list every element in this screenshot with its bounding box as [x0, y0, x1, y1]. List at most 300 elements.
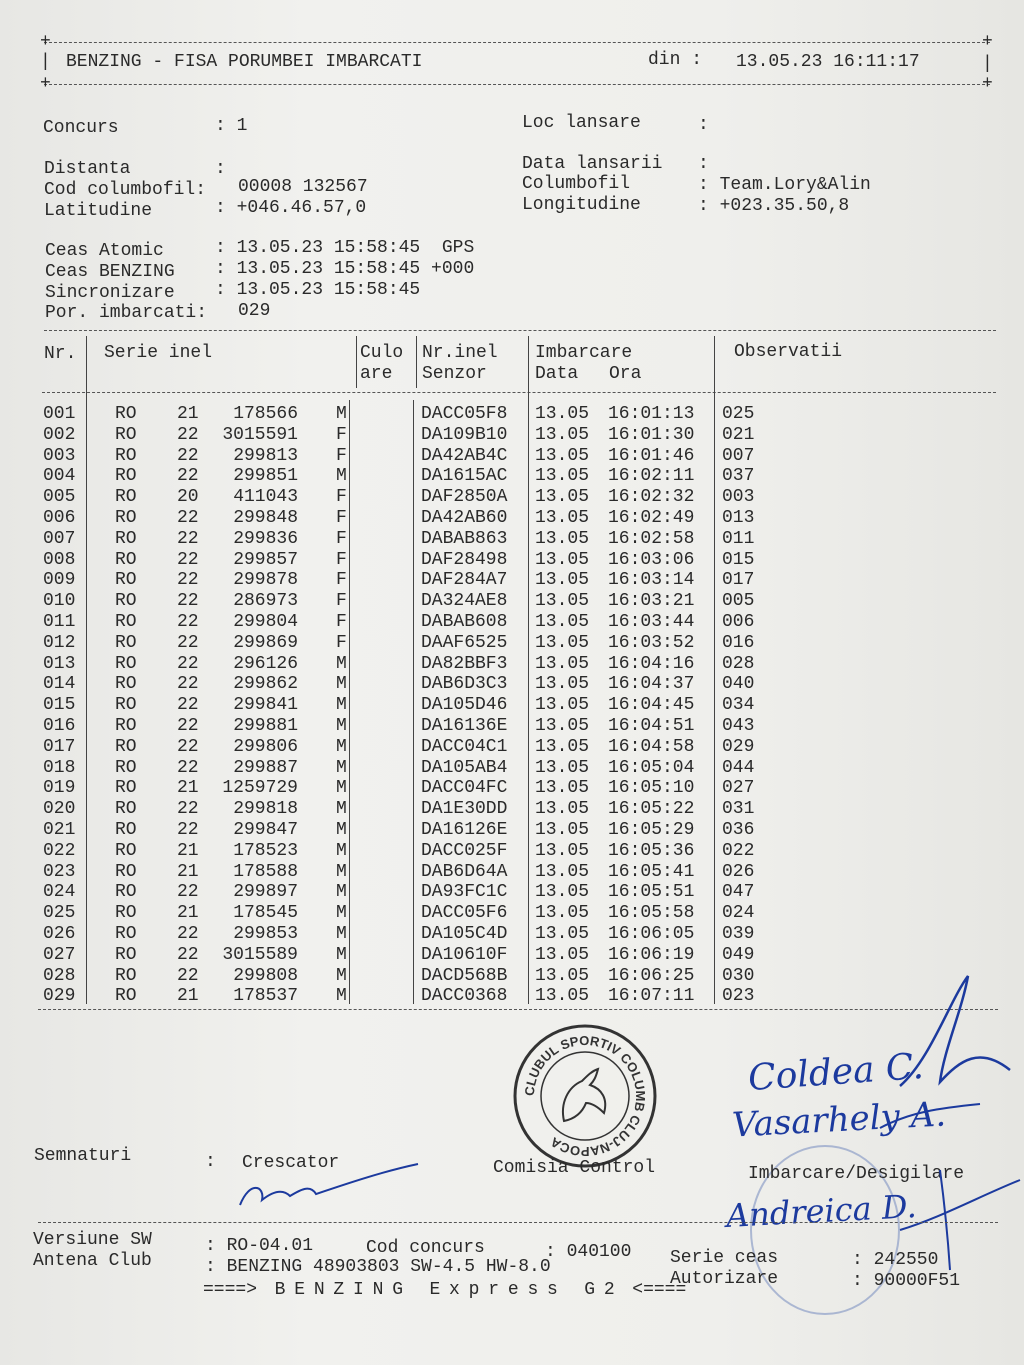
row-year: 21	[177, 778, 199, 799]
row-sex: F	[336, 612, 347, 632]
cod-concurs-value: : 040100	[545, 1242, 632, 1262]
row-chip-id: DAF2850A	[421, 487, 508, 508]
col-header-observatii: Observatii	[734, 342, 843, 362]
row-ring-number: 178545	[233, 903, 298, 924]
row-time: 16:05:58	[608, 903, 695, 924]
row-date: 13.05	[535, 653, 590, 674]
row-observation: 034	[722, 695, 755, 716]
row-year: 22	[177, 736, 199, 757]
row-country: RO	[115, 840, 137, 861]
row-sex: M	[336, 674, 347, 695]
row-observation: 030	[722, 965, 755, 986]
row-time: 16:05:04	[608, 757, 695, 778]
serie-ceas-value: : 242550	[852, 1250, 939, 1270]
ceas-atomic-label: Ceas Atomic	[45, 241, 164, 261]
row-year: 21	[177, 404, 199, 424]
col-header-serie: Serie inel	[104, 343, 213, 363]
row-year: 22	[177, 612, 199, 632]
header-corner-tl: +	[40, 32, 51, 52]
row-date: 13.05	[535, 944, 590, 965]
row-time: 16:02:58	[608, 528, 695, 549]
row-nr: 007	[43, 528, 76, 549]
row-nr: 029	[43, 986, 76, 1007]
row-date: 13.05	[535, 840, 590, 861]
row-date: 13.05	[535, 924, 590, 944]
row-ring-number: 299857	[233, 549, 298, 570]
row-time: 16:03:21	[608, 591, 695, 612]
row-sex: F	[336, 632, 347, 653]
comisia-signature-stroke	[900, 976, 1010, 1086]
row-nr: 019	[43, 778, 76, 799]
row-ring-number: 178523	[233, 840, 298, 861]
row-sex: M	[336, 924, 347, 944]
row-ring-number: 178537	[233, 986, 298, 1007]
row-year: 22	[177, 674, 199, 695]
row-ring-number: 296126	[233, 653, 298, 674]
row-time: 16:07:11	[608, 986, 695, 1007]
row-nr: 012	[43, 632, 76, 653]
row-year: 21	[177, 861, 199, 882]
col-header-ora: Ora	[609, 364, 642, 384]
row-year: 22	[177, 695, 199, 716]
row-ring-number: 299808	[233, 965, 298, 986]
row-country: RO	[115, 799, 137, 820]
columbofil-label: Columbofil	[522, 174, 631, 194]
row-observation: 022	[722, 840, 755, 861]
row-nr: 015	[43, 695, 76, 716]
row-time: 16:05:51	[608, 882, 695, 903]
row-nr: 010	[43, 591, 76, 612]
row-year: 22	[177, 965, 199, 986]
row-date: 13.05	[535, 799, 590, 820]
longitudine-value: : +023.35.50,8	[698, 196, 850, 216]
row-time: 16:05:22	[608, 799, 695, 820]
row-country: RO	[115, 591, 137, 612]
semnaturi-label: Semnaturi	[34, 1146, 132, 1166]
row-sex: F	[336, 424, 347, 445]
row-observation: 049	[722, 944, 755, 965]
row-observation: 039	[722, 924, 755, 944]
row-sex: M	[336, 716, 347, 736]
row-time: 16:03:14	[608, 570, 695, 591]
loc-label: Loc lansare	[522, 113, 641, 133]
row-sex: M	[336, 820, 347, 840]
serie-ceas-label: Serie ceas	[670, 1248, 779, 1268]
row-observation: 031	[722, 799, 755, 820]
row-country: RO	[115, 736, 137, 757]
row-ring-number: 286973	[233, 591, 298, 612]
row-sex: M	[336, 799, 347, 820]
row-time: 16:05:10	[608, 778, 695, 799]
row-sex: M	[336, 903, 347, 924]
row-year: 21	[177, 840, 199, 861]
row-date: 13.05	[535, 445, 590, 466]
loc-value: :	[698, 115, 709, 135]
row-chip-id: DA105C4D	[421, 924, 508, 944]
row-observation: 025	[722, 404, 755, 424]
row-ring-number: 299806	[233, 736, 298, 757]
row-ring-number: 299848	[233, 508, 298, 528]
row-observation: 015	[722, 549, 755, 570]
row-observation: 016	[722, 632, 755, 653]
row-time: 16:04:37	[608, 674, 695, 695]
row-date: 13.05	[535, 820, 590, 840]
ceas-benzing-value: : 13.05.23 15:58:45 +000	[215, 259, 475, 279]
row-country: RO	[115, 487, 137, 508]
row-time: 16:04:51	[608, 716, 695, 736]
row-year: 22	[177, 799, 199, 820]
col-header-nr: Nr.	[44, 344, 77, 364]
concurs-value: : 1	[215, 116, 248, 136]
header-bar-left: |	[40, 52, 51, 72]
row-chip-id: DA16136E	[421, 716, 508, 736]
row-year: 22	[177, 882, 199, 903]
row-country: RO	[115, 965, 137, 986]
row-nr: 005	[43, 487, 76, 508]
row-observation: 026	[722, 861, 755, 882]
row-date: 13.05	[535, 882, 590, 903]
header-title: BENZING - FISA PORUMBEI IMBARCATI	[66, 52, 423, 72]
latitudine-value: : +046.46.57,0	[215, 198, 367, 218]
row-chip-id: DAB6D3C3	[421, 674, 508, 695]
row-year: 22	[177, 944, 199, 965]
col-header-imbarcare: Imbarcare	[535, 343, 633, 363]
row-observation: 043	[722, 716, 755, 736]
row-chip-id: DA324AE8	[421, 591, 508, 612]
comisia-label: Comisia Control	[493, 1158, 656, 1178]
row-chip-id: DAF284A7	[421, 570, 508, 591]
row-sex: F	[336, 487, 347, 508]
row-ring-number: 178588	[233, 861, 298, 882]
row-nr: 006	[43, 508, 76, 528]
row-year: 22	[177, 549, 199, 570]
row-observation: 003	[722, 487, 755, 508]
row-nr: 011	[43, 612, 76, 632]
data-lansarii-value: :	[698, 154, 709, 174]
row-sex: M	[336, 736, 347, 757]
row-date: 13.05	[535, 861, 590, 882]
distanta-value: :	[215, 159, 226, 179]
row-date: 13.05	[535, 903, 590, 924]
row-ring-number: 299851	[233, 466, 298, 487]
row-chip-id: DACC04C1	[421, 736, 508, 757]
row-ring-number: 299841	[233, 695, 298, 716]
row-country: RO	[115, 570, 137, 591]
row-nr: 022	[43, 840, 76, 861]
row-year: 21	[177, 986, 199, 1007]
row-country: RO	[115, 653, 137, 674]
row-country: RO	[115, 695, 137, 716]
row-observation: 017	[722, 570, 755, 591]
row-sex: M	[336, 882, 347, 903]
row-date: 13.05	[535, 757, 590, 778]
row-ring-number: 299897	[233, 882, 298, 903]
cod-concurs-label: Cod concurs	[366, 1238, 485, 1258]
row-observation: 040	[722, 674, 755, 695]
columbofil-value: : Team.Lory&Alin	[698, 175, 871, 195]
row-chip-id: DAB6D64A	[421, 861, 508, 882]
row-country: RO	[115, 674, 137, 695]
row-date: 13.05	[535, 778, 590, 799]
row-date: 13.05	[535, 674, 590, 695]
row-sex: M	[336, 695, 347, 716]
row-chip-id: DAF28498	[421, 549, 508, 570]
row-country: RO	[115, 528, 137, 549]
row-sex: M	[336, 757, 347, 778]
row-ring-number: 411043	[233, 487, 298, 508]
row-chip-id: DA93FC1C	[421, 882, 508, 903]
crescator-signature-stroke	[240, 1164, 418, 1205]
row-sex: F	[336, 445, 347, 466]
row-nr: 023	[43, 861, 76, 882]
row-date: 13.05	[535, 965, 590, 986]
ceas-benzing-label: Ceas BENZING	[45, 262, 175, 282]
signature-name-1: Coldea C.	[746, 1045, 925, 1100]
semnaturi-colon: :	[205, 1152, 216, 1172]
row-country: RO	[115, 944, 137, 965]
row-country: RO	[115, 424, 137, 445]
signature-name-3: Andreica D.	[725, 1187, 918, 1235]
row-date: 13.05	[535, 695, 590, 716]
row-year: 21	[177, 903, 199, 924]
row-sex: F	[336, 549, 347, 570]
row-chip-id: DA42AB60	[421, 508, 508, 528]
row-chip-id: DACC05F8	[421, 404, 508, 424]
row-date: 13.05	[535, 736, 590, 757]
row-date: 13.05	[535, 716, 590, 736]
row-time: 16:02:49	[608, 508, 695, 528]
row-sex: F	[336, 508, 347, 528]
row-country: RO	[115, 861, 137, 882]
row-ring-number: 3015591	[222, 424, 298, 445]
por-imbarcati-label: Por. imbarcati:	[45, 303, 208, 323]
row-date: 13.05	[535, 508, 590, 528]
row-sex: M	[336, 778, 347, 799]
cod-columbofil-value: 00008 132567	[238, 177, 368, 197]
sincronizare-label: Sincronizare	[45, 283, 175, 303]
row-chip-id: DACC05F6	[421, 903, 508, 924]
row-observation: 047	[722, 882, 755, 903]
row-year: 22	[177, 466, 199, 487]
row-time: 16:02:11	[608, 466, 695, 487]
row-sex: M	[336, 466, 347, 487]
row-ring-number: 299847	[233, 820, 298, 840]
row-ring-number: 299804	[233, 612, 298, 632]
row-country: RO	[115, 986, 137, 1007]
signature-name-2: Vasarhely A.	[731, 1094, 947, 1146]
row-time: 16:06:19	[608, 944, 695, 965]
row-chip-id: DACD568B	[421, 965, 508, 986]
header-corner-tr: +	[982, 32, 993, 52]
row-nr: 027	[43, 944, 76, 965]
row-observation: 036	[722, 820, 755, 840]
row-ring-number: 299887	[233, 757, 298, 778]
row-sex: M	[336, 944, 347, 965]
row-nr: 018	[43, 757, 76, 778]
row-country: RO	[115, 632, 137, 653]
row-ring-number: 299869	[233, 632, 298, 653]
row-observation: 013	[722, 508, 755, 528]
col-header-culo-2: are	[360, 364, 393, 384]
row-observation: 023	[722, 986, 755, 1007]
row-year: 22	[177, 445, 199, 466]
row-nr: 003	[43, 445, 76, 466]
row-year: 22	[177, 508, 199, 528]
row-nr: 013	[43, 653, 76, 674]
row-time: 16:06:05	[608, 924, 695, 944]
row-nr: 001	[43, 404, 76, 424]
row-chip-id: DA105D46	[421, 695, 508, 716]
latitudine-label: Latitudine	[44, 201, 153, 221]
row-nr: 016	[43, 716, 76, 736]
row-time: 16:04:16	[608, 653, 695, 674]
distanta-label: Distanta	[44, 159, 131, 179]
row-observation: 044	[722, 757, 755, 778]
row-date: 13.05	[535, 424, 590, 445]
col-header-data: Data	[535, 364, 579, 384]
row-chip-id: DABAB608	[421, 612, 508, 632]
ceas-atomic-value: : 13.05.23 15:58:45 GPS	[215, 238, 475, 258]
row-chip-id: DAAF6525	[421, 632, 508, 653]
autorizare-value: : 90000F51	[852, 1271, 961, 1291]
imbarcare-desigilare-label: Imbarcare/Desigilare	[748, 1164, 965, 1184]
versiune-value: : RO-04.01	[205, 1236, 314, 1256]
row-time: 16:04:45	[608, 695, 695, 716]
row-year: 22	[177, 716, 199, 736]
row-time: 16:03:52	[608, 632, 695, 653]
row-date: 13.05	[535, 612, 590, 632]
row-date: 13.05	[535, 528, 590, 549]
row-country: RO	[115, 882, 137, 903]
row-country: RO	[115, 508, 137, 528]
row-time: 16:01:30	[608, 424, 695, 445]
row-country: RO	[115, 612, 137, 632]
versiune-label: Versiune SW	[33, 1230, 152, 1250]
row-nr: 004	[43, 466, 76, 487]
row-country: RO	[115, 778, 137, 799]
row-chip-id: DA10610F	[421, 944, 508, 965]
signature-line-2	[880, 1104, 980, 1128]
row-nr: 026	[43, 924, 76, 944]
row-date: 13.05	[535, 591, 590, 612]
row-time: 16:01:46	[608, 445, 695, 466]
row-nr: 028	[43, 965, 76, 986]
row-country: RO	[115, 820, 137, 840]
row-observation: 021	[722, 424, 755, 445]
row-chip-id: DA42AB4C	[421, 445, 508, 466]
row-chip-id: DACC04FC	[421, 778, 508, 799]
data-lansarii-label: Data lansarii	[522, 154, 663, 174]
row-sex: M	[336, 986, 347, 1007]
row-time: 16:01:13	[608, 404, 695, 424]
row-observation: 029	[722, 736, 755, 757]
antena-value: : BENZING 48903803 SW-4.5 HW-8.0	[205, 1257, 551, 1277]
row-observation: 024	[722, 903, 755, 924]
cod-columbofil-label: Cod columbofil:	[44, 180, 207, 200]
row-year: 22	[177, 591, 199, 612]
row-ring-number: 1259729	[222, 778, 298, 799]
row-year: 20	[177, 487, 199, 508]
row-chip-id: DABAB863	[421, 528, 508, 549]
row-country: RO	[115, 466, 137, 487]
row-chip-id: DA16126E	[421, 820, 508, 840]
stamp-text: CLUBUL SPORTIV COLUMB CLUJ-NAPOCA	[521, 1032, 649, 1160]
row-year: 22	[177, 820, 199, 840]
row-country: RO	[115, 549, 137, 570]
row-chip-id: DA105AB4	[421, 757, 508, 778]
header-corner-bl: +	[40, 74, 51, 94]
row-time: 16:05:36	[608, 840, 695, 861]
row-chip-id: DACC0368	[421, 986, 508, 1007]
row-time: 16:03:44	[608, 612, 695, 632]
col-header-nrinel-1: Nr.inel	[422, 343, 498, 363]
header-bar-right: |	[982, 54, 993, 74]
row-time: 16:03:06	[608, 549, 695, 570]
longitudine-label: Longitudine	[522, 195, 641, 215]
row-sex: M	[336, 404, 347, 424]
row-ring-number: 299853	[233, 924, 298, 944]
row-chip-id: DA1E30DD	[421, 799, 508, 820]
row-time: 16:05:41	[608, 861, 695, 882]
row-country: RO	[115, 903, 137, 924]
row-sex: M	[336, 653, 347, 674]
row-ring-number: 299813	[233, 445, 298, 466]
row-country: RO	[115, 404, 137, 424]
row-ring-number: 299878	[233, 570, 298, 591]
row-year: 22	[177, 528, 199, 549]
crescator-label: Crescator	[242, 1153, 340, 1173]
row-date: 13.05	[535, 404, 590, 424]
row-sex: F	[336, 591, 347, 612]
row-ring-number: 299862	[233, 674, 298, 695]
row-nr: 008	[43, 549, 76, 570]
header-corner-br: +	[982, 74, 993, 94]
row-sex: F	[336, 570, 347, 591]
row-time: 16:05:29	[608, 820, 695, 840]
row-sex: M	[336, 965, 347, 986]
autorizare-label: Autorizare	[670, 1269, 779, 1289]
row-sex: M	[336, 861, 347, 882]
row-year: 22	[177, 632, 199, 653]
row-chip-id: DA109B10	[421, 424, 508, 445]
row-nr: 002	[43, 424, 76, 445]
row-time: 16:02:32	[608, 487, 695, 508]
row-observation: 037	[722, 466, 755, 487]
por-imbarcati-value: 029	[238, 301, 271, 321]
row-year: 22	[177, 424, 199, 445]
row-date: 13.05	[535, 570, 590, 591]
row-country: RO	[115, 445, 137, 466]
row-observation: 027	[722, 778, 755, 799]
concurs-label: Concurs	[43, 118, 119, 138]
row-sex: F	[336, 528, 347, 549]
col-header-culo-1: Culo	[360, 343, 404, 363]
row-ring-number: 299836	[233, 528, 298, 549]
row-time: 16:04:58	[608, 736, 695, 757]
row-country: RO	[115, 716, 137, 736]
col-header-nrinel-2: Senzor	[422, 364, 487, 384]
antena-label: Antena Club	[33, 1251, 152, 1271]
row-nr: 017	[43, 736, 76, 757]
row-ring-number: 178566	[233, 404, 298, 424]
header-din-label: din :	[648, 50, 703, 70]
row-sex: M	[336, 840, 347, 861]
row-country: RO	[115, 757, 137, 778]
row-ring-number: 3015589	[222, 944, 298, 965]
row-nr: 014	[43, 674, 76, 695]
row-date: 13.05	[535, 466, 590, 487]
row-country: RO	[115, 924, 137, 944]
